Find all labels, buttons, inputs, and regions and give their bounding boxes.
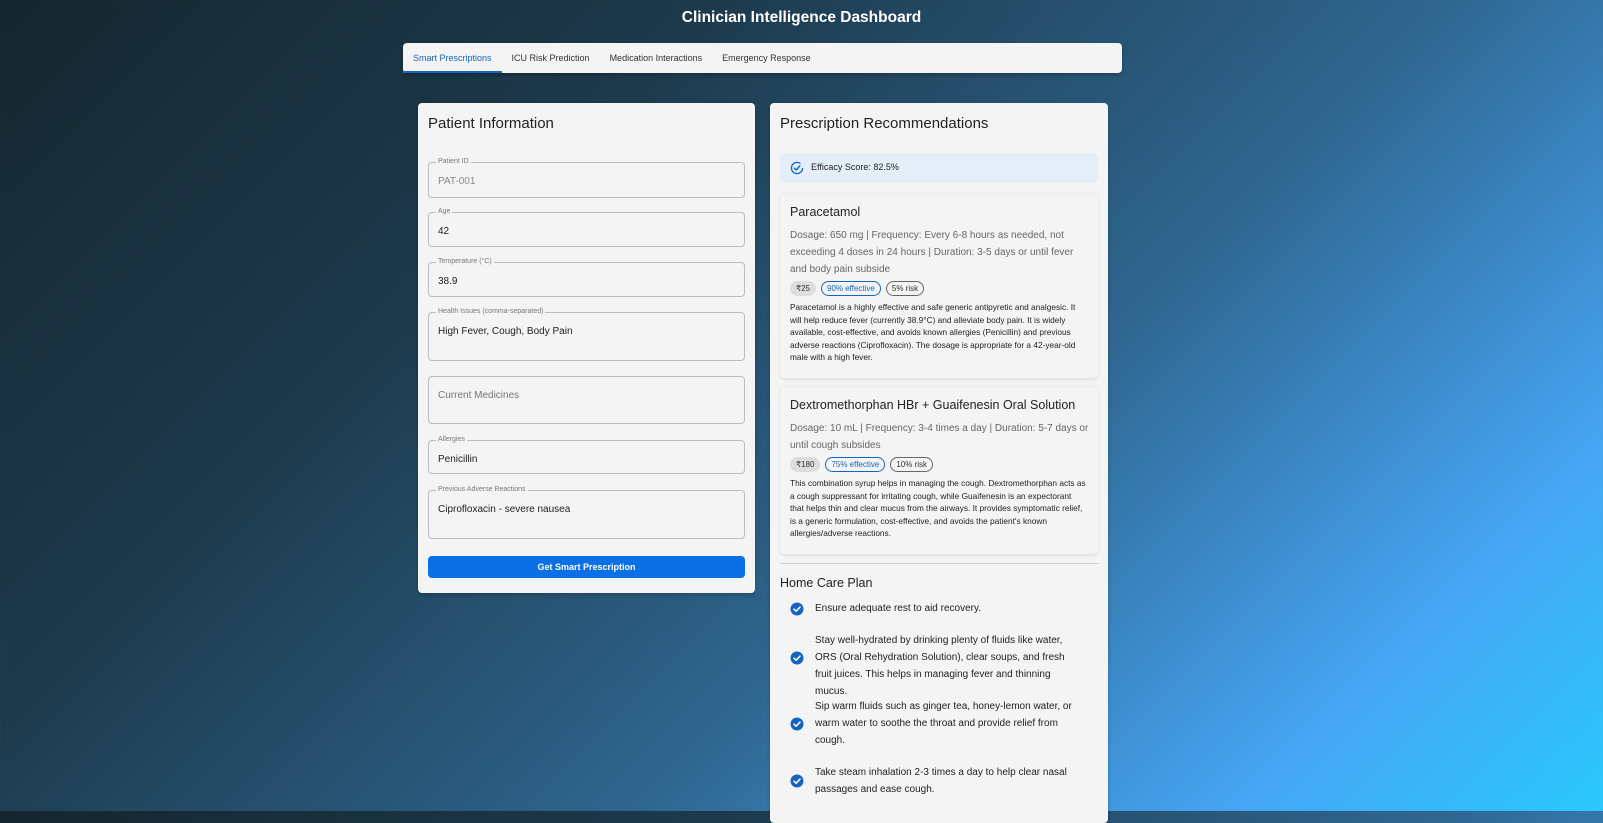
check-circle-icon [790,602,804,616]
patient-information-title: Patient Information [428,115,554,132]
age-label: Age [438,208,451,215]
medication-chips [790,281,924,296]
divider [780,563,1098,564]
medication-name: Paracetamol [790,205,861,219]
medication-chips [790,457,933,472]
allergies-field[interactable] [428,436,745,474]
patient-id-label: Patient ID [438,158,469,165]
medication-description: This combination syrup helps in managing the cough. Dextromethorphan acts as a cough suppressant for irritating cough, while Guaifenesin is an expectorant that helps thin and clear mucus from the airways. It provides symptomatic relief, is a generic formulation, cost-effective, and avoids the patient's known allergies/adverse reactions. [790,478,1086,538]
efficacy-score: Efficacy Score: 82.5% [811,162,899,172]
age-value: 42 [438,226,450,237]
risk-chip: 5% risk [886,281,924,296]
cost-chip: ₹180 [790,457,820,472]
medication-card-dextromethorphan [780,387,1098,554]
medication-name: Dextromethorphan HBr + Guaifenesin Oral Solution [790,398,1076,412]
allergies-value: Penicillin [438,454,478,465]
check-circle-icon [790,774,804,788]
temperature-value: 38.9 [438,276,458,287]
patient-id-value: PAT-001 [438,176,476,187]
get-smart-prescription-button[interactable]: Get Smart Prescription [428,556,745,578]
allergies-label: Allergies [438,436,465,443]
adverse-reactions-value: Ciprofloxacin - severe nausea [438,504,571,515]
tab-medication-interactions[interactable]: Medication Interactions [609,53,703,63]
home-care-text: Take steam inhalation 2-3 times a day to help clear nasal passages and ease cough. [815,767,1067,795]
health-issues-value: High Fever, Cough, Body Pain [438,326,573,337]
page-title: Clinician Intelligence Dashboard [681,9,922,26]
medication-dosage: Dosage: 650 mg | Frequency: Every 6-8 hours as needed, not exceeding 4 doses in 24 hours | Duration: 3-5 days or until fever and body pain subside [790,230,1074,275]
check-circle-outline-icon [790,161,804,175]
temperature-field[interactable] [428,258,745,297]
temperature-label: Temperature (°C) [438,258,492,265]
current-medicines-placeholder: Current Medicines [438,390,520,401]
home-care-text: Ensure adequate rest to aid recovery. [815,603,982,614]
tab-emergency-response[interactable]: Emergency Response [722,53,811,63]
tab-smart-prescriptions[interactable]: Smart Prescriptions [403,43,502,73]
prescription-recommendations-card [770,103,1108,823]
effectiveness-chip: 75% effective [825,457,885,472]
home-care-text: Stay well-hydrated by drinking plenty of fluids like water, ORS (Oral Rehydration Solution), clear soups, and fresh fruit juices. This helps in managing fever and thinning mucus. [815,635,1065,697]
adverse-reactions-label: Previous Adverse Reactions [438,486,526,493]
risk-chip: 10% risk [890,457,933,472]
current-medicines-field[interactable] [428,376,745,424]
health-issues-field[interactable] [428,308,745,361]
age-field[interactable] [428,208,745,247]
check-circle-icon [790,717,804,731]
tab-bar [403,43,1122,73]
patient-id-field[interactable] [428,158,745,198]
medication-description: Paracetamol is a highly effective and safe generic antipyretic and analgesic. It will help reduce fever (currently 38.9°C) and alleviate body pain. It is widely available, cost-effective, and avoids known allergies (Penicillin) and previous adverse reactions (Ciprofloxacin). The dosage is appropriate for a 42-year-old male with a high fever. [790,302,1076,362]
adverse-reactions-field[interactable] [428,486,745,539]
recommendations-title: Prescription Recommendations [780,115,989,132]
medication-card-paracetamol [780,194,1098,378]
home-care-text: Sip warm fluids such as ginger tea, honey-lemon water, or warm water to soothe the throat and provide relief from cough. [815,701,1072,746]
tab-icu-risk-prediction[interactable]: ICU Risk Prediction [511,53,590,63]
check-circle-icon [790,651,804,665]
effectiveness-chip: 90% effective [821,281,881,296]
patient-information-card [418,103,755,593]
home-care-plan-title: Home Care Plan [780,576,873,590]
cost-chip: ₹25 [790,281,816,296]
medication-dosage: Dosage: 10 mL | Frequency: 3-4 times a day | Duration: 5-7 days or until cough subsides [790,423,1089,451]
efficacy-banner [780,153,1098,183]
health-issues-label: Health Issues (comma-separated) [438,308,544,315]
